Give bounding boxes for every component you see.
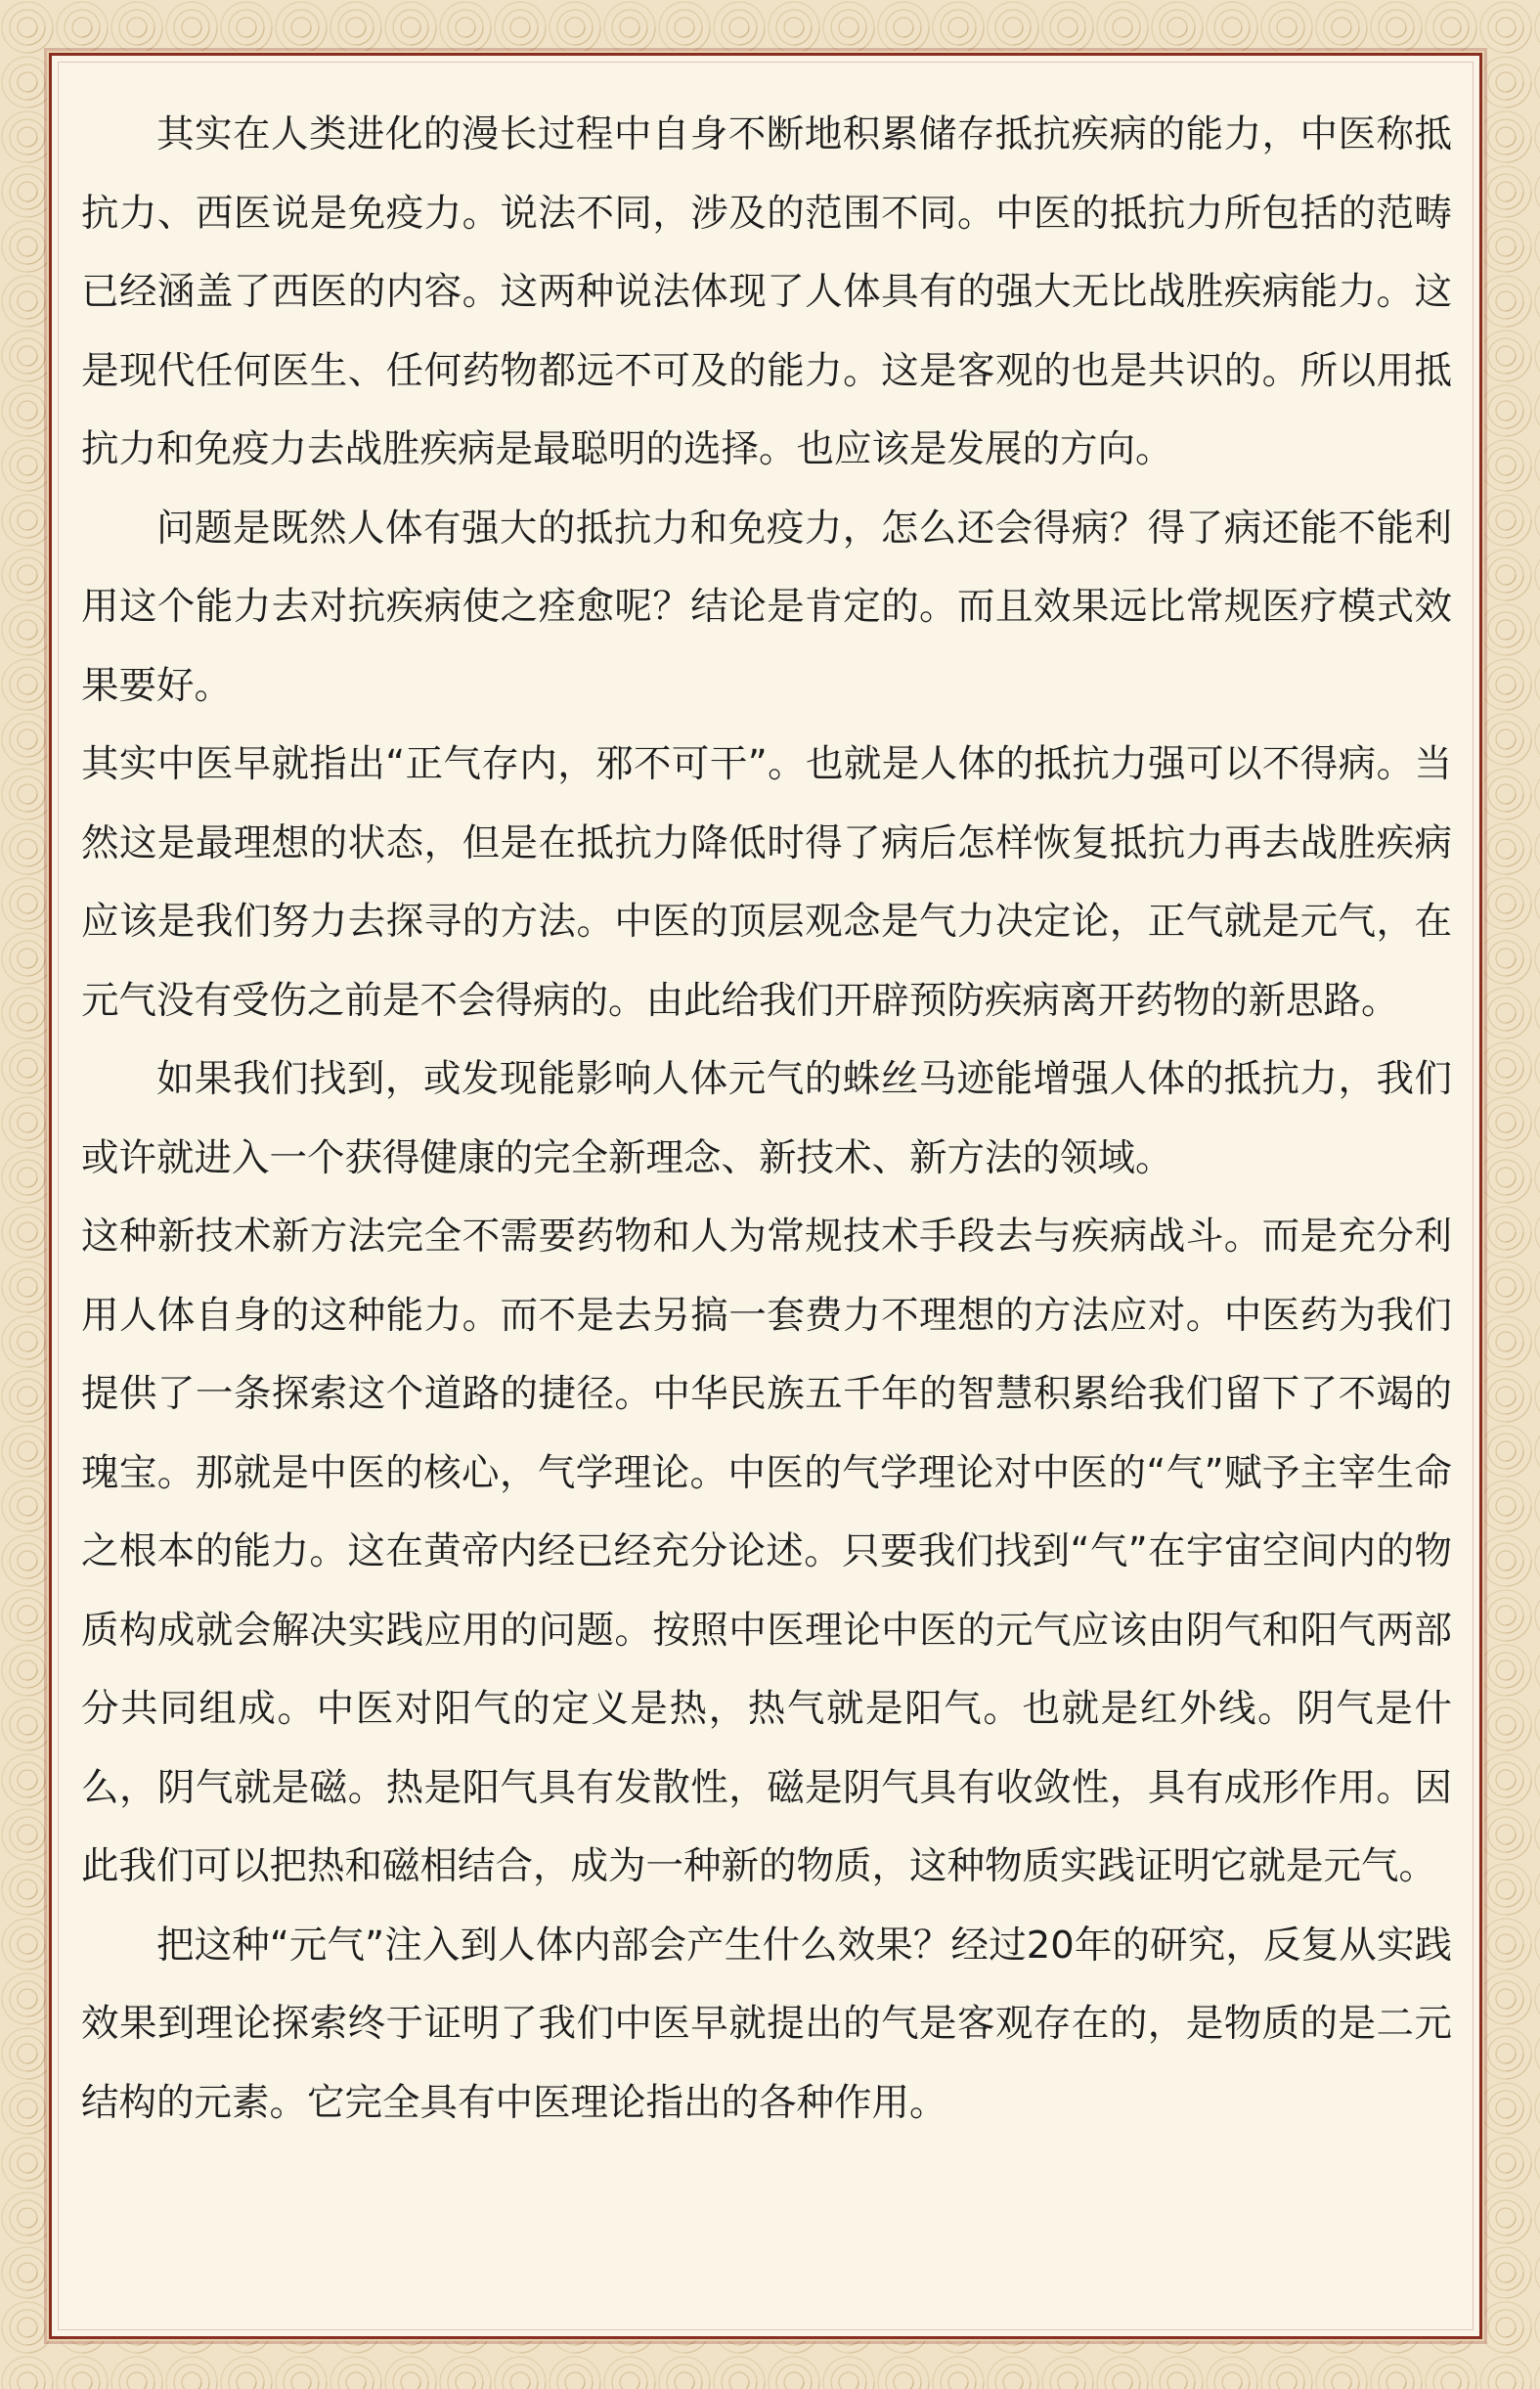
paragraph-5: 这种新技术新方法完全不需要药物和人为常规技术手段去与疾病战斗。而是充分利用人体自身的这种能力。而不是去另搞一套费力不理想的方法应对。中医药为我们提供了一条探索这个道路的捷径。中华民族五千年的智慧积累给我们留下了不竭的瑰宝。那就是中医的核心，气学理论。中医的气学理论对中医的“气”赋予主宰生命之根本的能力。这在黄帝内经已经充分论述。只要我们找到“气”在宇宙空间内的物质构成就会解决实践应用的问题。按照中医理论中医的元气应该由阴气和阳气两部分共同组成。中医对阳气的定义是热，热气就是阳气。也就是红外线。阴气是什么，阴气就是磁。热是阳气具有发散性，磁是阴气具有收敛性，具有成形作用。因此我们可以把热和磁相结合，成为一种新的物质，这种物质实践证明它就是元气。: [81, 1215, 1452, 1888]
paragraph-1: 其实在人类进化的漫长过程中自身不断地积累储存抵抗疾病的能力，中医称抵抗力、西医说是免疫力。说法不同，涉及的范围不同。中医的抵抗力所包括的范畴已经涵盖了西医的内容。这两种说法体现了人体具有的强大无比战胜疾病能力。这是现代任何医生、任何药物都远不可及的能力。这是客观的也是共识的。所以用抵抗力和免疫力去战胜疾病是最聪明的选择。也应该是发展的方向。: [81, 112, 1452, 471]
article-body: [81, 96, 1452, 2143]
paragraph-6: 把这种“元气”注入到人体内部会产生什么效果？经过20年的研究，反复从实践效果到理论探索终于证明了我们中医早就提出的气是客观存在的，是物质的是二元结构的元素。它完全具有中医理论指出的各种作用。: [81, 1923, 1452, 2125]
document-frame: [49, 53, 1482, 2339]
paragraph-2: 问题是既然人体有强大的抵抗力和免疫力，怎么还会得病？得了病还能不能利用这个能力去对抗疾病使之痊愈呢？结论是肯定的。而且效果远比常规医疗模式效果要好。: [81, 506, 1452, 708]
paragraph-4: 如果我们找到，或发现能影响人体元气的蛛丝马迹能增强人体的抵抗力，我们或许就进入一个获得健康的完全新理念、新技术、新方法的领域。: [81, 1057, 1452, 1180]
paragraph-3: 其实中医早就指出“正气存内，邪不可干”。也就是人体的抵抗力强可以不得病。当然这是最理想的状态，但是在抵抗力降低时得了病后怎样恢复抵抗力再去战胜疾病应该是我们努力去探寻的方法。中医的顶层观念是气力决定论，正气就是元气，在元气没有受伤之前是不会得病的。由此给我们开辟预防疾病离开药物的新思路。: [81, 742, 1452, 1023]
